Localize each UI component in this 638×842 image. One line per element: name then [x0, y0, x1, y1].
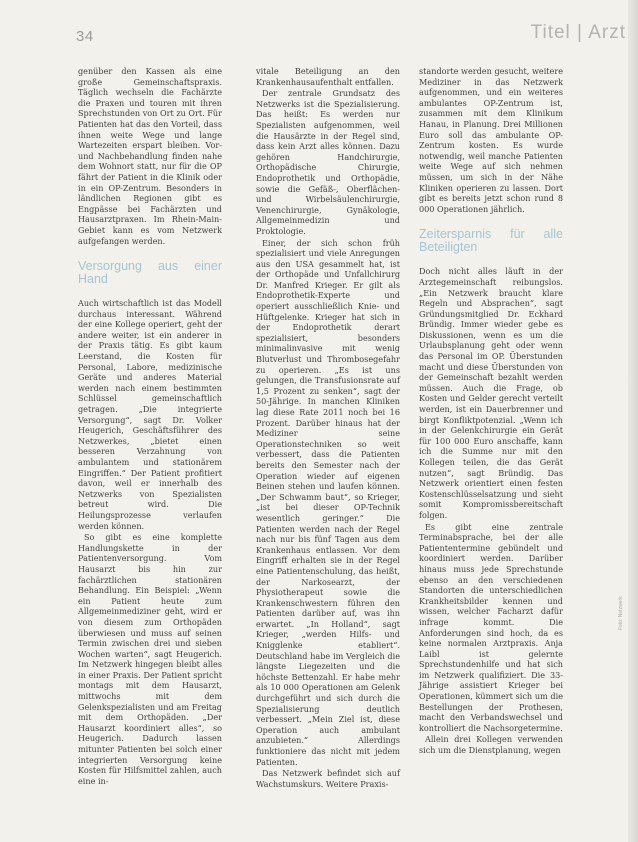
text-column-1	[78, 66, 222, 787]
page-number: 34	[76, 28, 94, 45]
paragraph: genüber den Kassen als eine große Gemeinschaftspraxis. Täglich wechseln die Fachärzte die Praxen und touren mit ihren Sprechstunden von Ort zu Ort. Für Patienten hat das den Vorteil, dass ihnen weite Wege und lange Wartezeiten erspart bleiben. Vor- und Nachbehandlung finden nahe dem Wohnort statt, nur für die OP fährt der Patient in die Klinik oder in ein OP-Zentrum. Besonders in ländlichen Regionen gibt es Engpässe bei Fachärzten und Hausarztpraxen. Im Rhein-Main-Gebiet kann es vom Netzwerk aufgefangen werden.	[78, 66, 222, 246]
paragraph: Der zentrale Grundsatz des Netzwerks ist die Spezialisierung. Das heißt: Es werden nur Spezialisten aufgenommen, weil die Hausärzte in der Regel sind, dass kein Arzt alles können. Dazu gehören Handchirurgie, Orthopädische Chirurgie, Endoprothetik und Orthopädie, sowie die Gefäß-, Oberflächen- und Wirbelsäulenchirurgie, Venenchirurgie, Gynäkologie, Allgemeinmedizin und Proktologie.	[256, 88, 400, 236]
subheading: Versorgung aus einer Hand	[78, 259, 222, 287]
paragraph: Es gibt eine zentrale Terminabsprache, bei der alle Patiententermine gebündelt und koordiniert werden. Darüber hinaus muss jede Sprechstunde ebenso an den verschiedenen Standorten die unterschiedlichen Krankheitsbilder kennen und wissen, welcher Facharzt dafür infrage kommt. Die Anforderungen sind hoch, da es keine normalen Arztpraxis. Anja Laibl ist gelernte Sprechstundenhilfe und hat sich im Netzwerk qualifiziert. Die 33-Jährige assistiert Krieger bei Operationen, kümmert sich um die Bestellungen der Prothesen, macht den Verbandswechsel und kontrolliert die Nachsorgetermine.	[419, 521, 563, 733]
paragraph: So gibt es eine komplette Handlungskette in der Patientenversorgung. Vom Hausarzt bis hin zur fachärztlichen stationären Behandlung. Ein Beispiel: „Wenn ein Patient heute zum Allgemeinmediziner geht, wird er von diesem zum Orthopäden überwiesen und muss auf seinen Termin zwischen drei und sieben Wochen warten“, sagt Heugerich. Im Netzwerk hingegen bleibt alles in einer Praxis. Der Patient spricht montags mit dem Hausarzt, mittwochs mit dem Gelenkspezialisten und am Freitag mit dem Orthopäden. „Der Hausarzt koordiniert alles“, so Heugerich. Dadurch lassen mitunter Patienten bei solch einer integrierten Versorgung keine Kosten für Hilfsmittel zahlen, auch eine in-	[78, 532, 222, 786]
text-column-2	[256, 66, 400, 790]
paragraph: standorte werden gesucht, weitere Mediziner in das Netzwerk aufgenommen, und ein weiteres ambulantes OP-Zentrum ist, zusammen mit dem Klinikum Hanau, in Planung. Drei Millionen Euro soll das ambulante OP-Zentrum kosten. Es wurde notwendig, weil manche Patienten weite Wege auf sich nehmen müssen, um sich in der Nähe Kliniken operieren zu lassen. Dort gibt es bereits jetzt schon rund 8 000 Operationen jährlich.	[419, 66, 563, 214]
paragraph: Doch nicht alles läuft in der Arztegemeinschaft reibungslos. „Ein Netzwerk braucht klare Regeln und Absprachen“, sagt Gründungsmitglied Dr. Eckhard Bründig. Immer wieder gebe es Diskussionen, wenn es um die Urlaubsplanung geht oder wenn das Personal im OP. Überstunden macht und diese Überstunden von der Gemeinschaft bezahlt werden müssen. Auch die Frage, ob Kosten und Gelder gerecht verteilt werden, ist ein Dauerbrenner und birgt Konfliktpotenzial. „Wenn ich in der Gelenkchirurgie ein Gerät für 100 000 Euro anschaffe, kann ich die Summe nur mit den Kollegen teilen, die das Gerät nutzen“, sagt Bründig. Das Netzwerk orientiert einen festen Kostenschlüsselsatzung und sieht somit Kompromissbereitschaft folgen.	[419, 266, 563, 520]
paragraph: Einer, der sich schon früh spezialisiert und viele Anregungen aus den USA gesammelt hat, ist der Orthopäde und Unfallchirurg Dr. Manfred Krieger. Er gilt als Endoprothetik-Experte und operiert ausschließlich Knie- und Hüftgelenke. Krieger hat sich in der Endoprothetik derart spezialisiert, besonders minimalinvasive mit wenig Blutverlust und Thrombosegefahr zu operieren. „Es ist uns gelungen, die Transfusionsrate auf 1,5 Prozent zu senken“, sagt der 50-Jährige. In manchen Kliniken lag diese Rate 2011 noch bei 16 Prozent. Darüber hinaus hat der Mediziner seine Operationstechniken so weit verbessert, dass die Patienten bereits den Semester nach der Operation wieder auf eigenen Beinen stehen und laufen können. „Der Schwamm baut“, so Krieger, „ist bei dieser OP-Technik wesentlich geringer.“ Die Patienten werden nach der Regel nach nur bis fünf Tagen aus dem Krankenhaus entlassen. Vor dem Eingriff erhalten sie in der Regel eine Patientenschulung, das heißt, der Narkosearzt, der Physiotherapeut sowie die Krankenschwestern führen den Patienten darüber auf, was ihn erwartet. „In Holland“, sagt Krieger, „werden Hilfs- und Knigglenke etabliert“. Deutschland habe im Vergleich die längste Liegezeiten und die höchste Bettenzahl. Er habe mehr als 10 000 Operationen am Gelenk durchgeführt und sich durch die Spezialisierung deutlich verbessert. „Mein Ziel ist, diese Operation auch ambulant anzubieten.“ Allerdings funktioniere das nicht mit jedem Patienten.	[256, 237, 400, 767]
paragraph: Auch wirtschaftlich ist das Modell durchaus interessant. Während der eine Kollege operiert, geht der andere weiter, ist ein anderer in der Praxis tätig. Es gibt kaum Leerstand, die Kosten für Personal, Labore, medizinische Geräte und anderes Material werden nach einem bestimmten Schlüssel gemeinschaftlich getragen. „Die integrierte Versorgung“, sagt Dr. Volker Heugerich, Geschäftsführer des Netzwerkes, „bietet einen besseren Verzahnung von ambulantem und stationärem Eingriffen.“ Der Patient profitiert davon, weil er innerhalb des Netzwerks von Spezialisten betreut wird. Die Heilungsprozesse verlaufen werden können.	[78, 298, 222, 531]
paragraph: Allein drei Kollegen verwenden sich um die Dienstplanung, wegen	[419, 734, 563, 756]
subheading: Zeitersparnis für alle Beteiligten	[419, 227, 563, 255]
photo-credit: Foto: Netzwerk	[618, 596, 624, 630]
paragraph: Das Netzwerk befindet sich auf Wachstumskurs. Weitere Praxis-	[256, 768, 400, 789]
section-label: Titel | Arzt	[530, 22, 626, 43]
paragraph: vitale Beteiligung an den Krankenhausaufenthalt entfallen.	[256, 66, 400, 87]
text-column-3	[419, 66, 563, 757]
page-edge-shadow	[628, 0, 638, 842]
